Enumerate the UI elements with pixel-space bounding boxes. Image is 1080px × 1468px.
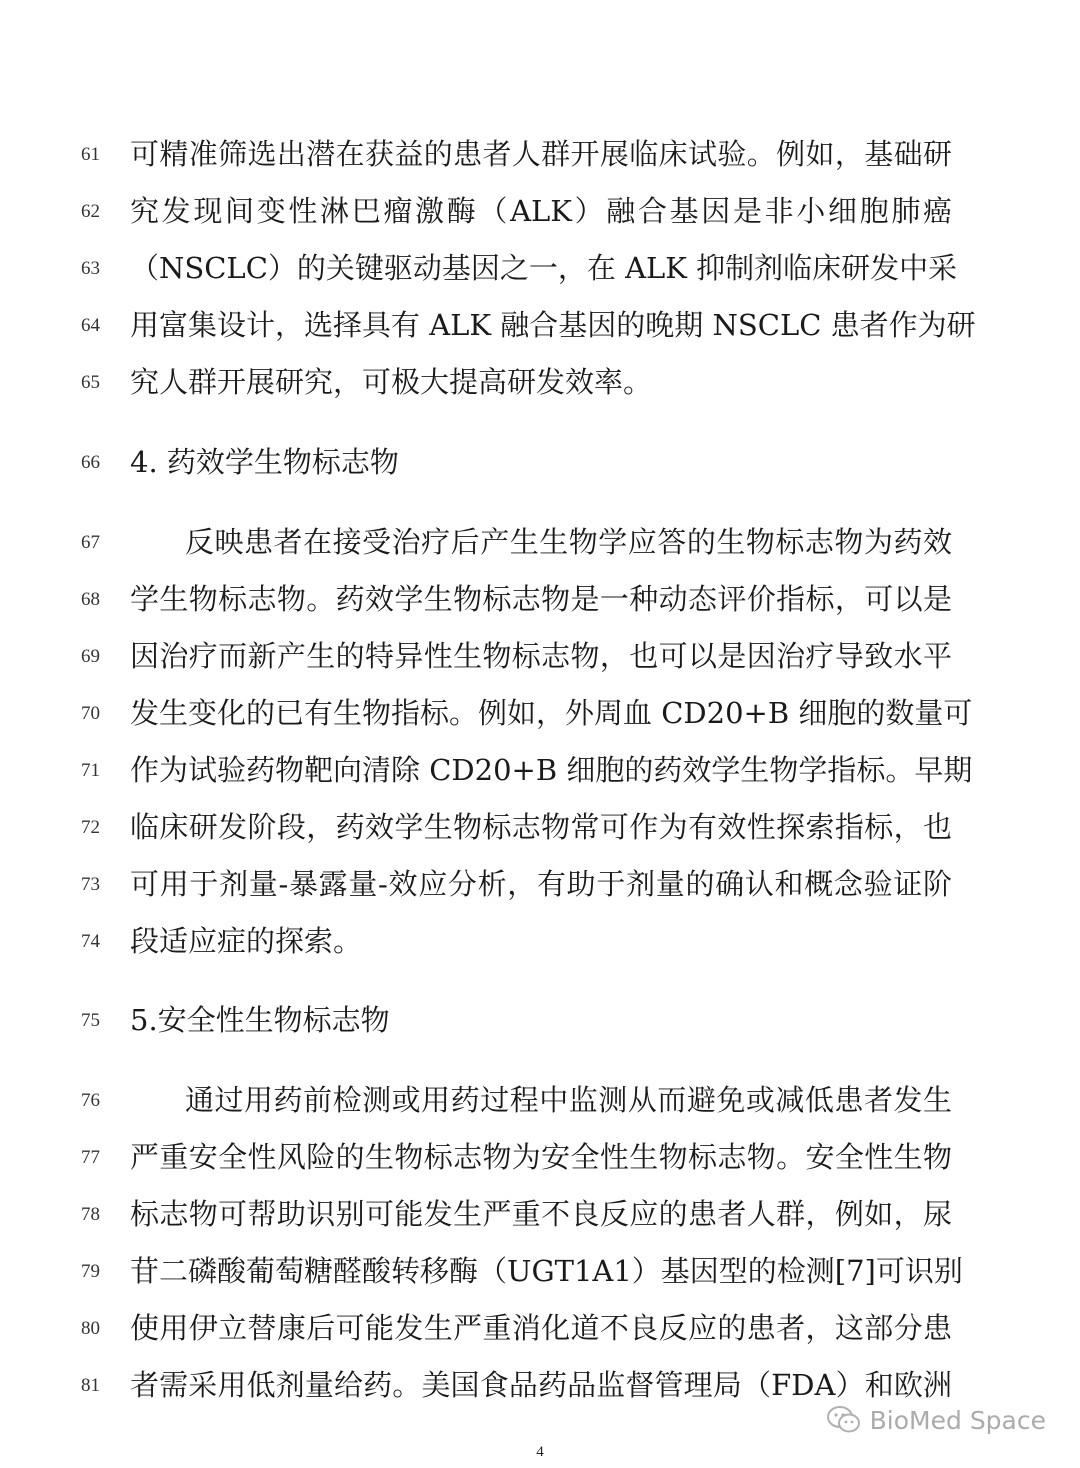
line-text: 严重安全性风险的生物标志物为安全性生物标志物。安全性生物 — [130, 1140, 952, 1174]
line-number: 65 — [81, 372, 100, 393]
line-text: 学生物标志物。药效学生物标志物是一种动态评价指标，可以是 — [130, 582, 952, 616]
line-text: 通过用药前检测或用药过程中监测从而避免或减低患者发生 — [185, 1083, 952, 1117]
line-text: 究人群开展研究，可极大提高研发效率。 — [130, 365, 653, 399]
text-line — [0, 917, 1080, 965]
text-line — [0, 187, 1080, 235]
text-line — [0, 1076, 1080, 1124]
line-number: 77 — [81, 1147, 100, 1168]
line-number: 81 — [81, 1375, 100, 1396]
line-number: 64 — [81, 315, 100, 336]
text-line — [0, 803, 1080, 851]
line-text: 因治疗而新产生的特异性生物标志物，也可以是因治疗导致水平 — [130, 639, 952, 673]
text-line — [0, 1247, 1080, 1295]
line-number: 70 — [81, 703, 100, 724]
text-line — [0, 130, 1080, 178]
line-text: 段适应症的探索。 — [130, 924, 363, 958]
section-heading: 5.安全性生物标志物 — [130, 1003, 390, 1037]
text-line — [0, 1304, 1080, 1352]
line-text: 标志物可帮助识别可能发生严重不良反应的患者人群，例如，尿 — [130, 1197, 952, 1231]
line-text: 可精准筛选出潜在获益的患者人群开展临床试验。例如，基础研 — [130, 137, 952, 171]
line-number: 76 — [81, 1090, 100, 1111]
text-line — [0, 244, 1080, 292]
line-number: 79 — [81, 1261, 100, 1282]
line-number: 73 — [81, 874, 100, 895]
line-number: 63 — [81, 258, 100, 279]
text-line — [0, 746, 1080, 794]
line-number: 75 — [81, 1010, 100, 1031]
text-line — [0, 518, 1080, 566]
line-number: 71 — [81, 760, 100, 781]
section-heading-line — [0, 996, 1080, 1044]
line-number: 62 — [81, 201, 100, 222]
line-number: 74 — [81, 931, 100, 952]
line-number: 68 — [81, 589, 100, 610]
text-line — [0, 632, 1080, 680]
line-number: 69 — [81, 646, 100, 667]
text-line — [0, 1133, 1080, 1181]
line-text: 者需采用低剂量给药。美国食品药品监督管理局（FDA）和欧洲 — [130, 1368, 952, 1402]
text-line — [0, 689, 1080, 737]
line-text: 作为试验药物靶向清除 CD20+B 细胞的药效学生物学指标。早期 — [130, 753, 973, 787]
line-text: 使用伊立替康后可能发生严重消化道不良反应的患者，这部分患 — [130, 1311, 952, 1345]
text-line — [0, 358, 1080, 406]
line-text: （NSCLC）的关键驱动基因之一，在 ALK 抑制剂临床研发中采 — [130, 251, 958, 285]
line-text: 发生变化的已有生物指标。例如，外周血 CD20+B 细胞的数量可 — [130, 696, 973, 730]
text-line — [0, 1361, 1080, 1409]
line-text: 苷二磷酸葡萄糖醛酸转移酶（UGT1A1）基因型的检测[7]可识别 — [130, 1254, 963, 1288]
page-number: 4 — [536, 1444, 544, 1460]
text-line — [0, 575, 1080, 623]
wechat-icon — [826, 1405, 862, 1435]
text-line — [0, 1190, 1080, 1238]
line-number: 72 — [81, 817, 100, 838]
line-number: 66 — [81, 452, 100, 473]
watermark-text: BioMed Space — [869, 1405, 1046, 1435]
text-line — [0, 860, 1080, 908]
line-number: 80 — [81, 1318, 100, 1339]
line-text: 用富集设计，选择具有 ALK 融合基因的晚期 NSCLC 患者作为研 — [130, 308, 976, 342]
text-line — [0, 301, 1080, 349]
line-text: 反映患者在接受治疗后产生生物学应答的生物标志物为药效 — [185, 525, 952, 559]
line-text: 临床研发阶段，药效学生物标志物常可作为有效性探索指标，也 — [130, 810, 952, 844]
section-heading-line — [0, 438, 1080, 486]
line-text: 可用于剂量-暴露量-效应分析，有助于剂量的确认和概念验证阶 — [130, 867, 952, 901]
section-heading: 4. 药效学生物标志物 — [130, 445, 399, 479]
watermark — [826, 1404, 1046, 1436]
line-number: 78 — [81, 1204, 100, 1225]
line-text: 究发现间变性淋巴瘤激酶（ALK）融合基因是非小细胞肺癌 — [130, 194, 952, 228]
line-number: 61 — [81, 144, 100, 165]
line-number: 67 — [81, 532, 100, 553]
